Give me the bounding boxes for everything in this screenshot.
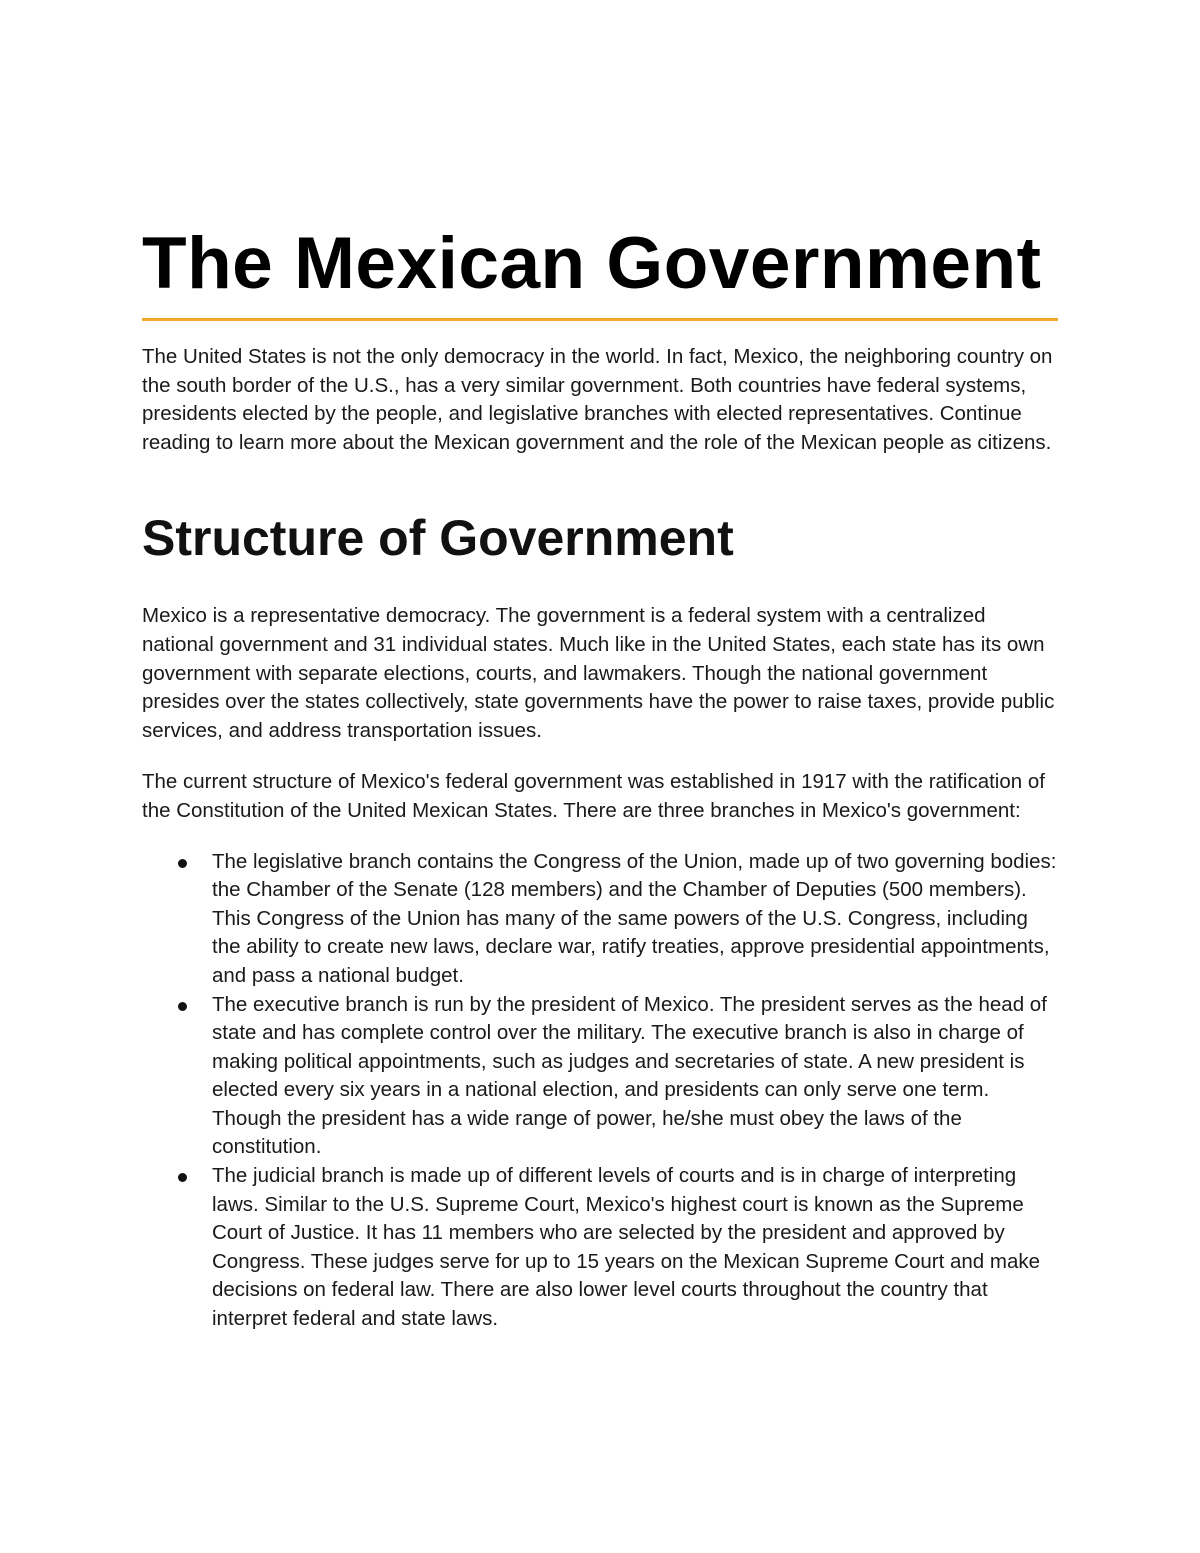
list-item-text: The executive branch is run by the president of Mexico. The president serves as the head of state and has complete control over the military. The executive branch is also in charge of making political appointments, such as judges and secretaries of state. A new president is elected every six years in a national election, and presidents can only serve one term. Though the president has a wide range of power, he/she must obey the laws of the constitution. bbox=[212, 992, 1047, 1159]
bullet-icon bbox=[178, 1173, 187, 1182]
section-paragraph-2: The current structure of Mexico's federal government was established in 1917 with the ratification of the Constitution of the United Mexican States. There are three branches in Mexico's government: bbox=[142, 770, 1045, 822]
list-item-text: The judicial branch is made up of different levels of courts and is in charge of interpreting laws. Similar to the U.S. Supreme Court, Mexico's highest court is known as the Supreme Court of Justice. It has 11 members who are selected by the president and approved by Congress. These judges serve for up to 15 years on the Mexican Supreme Court and make decisions on federal law. There are also lower level courts throughout the country that interpret federal and state laws. bbox=[212, 1164, 1041, 1331]
section-paragraph-1: Mexico is a representative democracy. The government is a federal system with a centralized national government and 31 individual states. Much like in the United States, each state has its own government with separate elections, courts, and lawmakers. Though the national government presides over the states collectively, state governments have the power to raise taxes, provide public services, and address transportation issues. bbox=[142, 604, 1055, 742]
document-title: The Mexican Government bbox=[142, 223, 1042, 304]
document-page bbox=[142, 222, 1058, 1334]
list-item-legislative bbox=[142, 848, 1058, 991]
title-divider bbox=[142, 318, 1058, 321]
section-heading: Structure of Government bbox=[142, 510, 734, 567]
bullet-icon bbox=[178, 859, 187, 868]
list-item-text: The legislative branch contains the Congress of the Union, made up of two governing bodies: the Chamber of the Senate (128 members) and the Chamber of Deputies (500 members). This Congress of the Union has many of the same powers of the U.S. Congress, including the ability to create new laws, declare war, ratify treaties, approve presidential appointments, and pass a national budget. bbox=[212, 849, 1057, 987]
intro-paragraph: The United States is not the only democracy in the world. In fact, Mexico, the neighboring country on the south border of the U.S., has a very similar government. Both countries have federal systems, presidents elected by the people, and legislative branches with elected representatives. Continue reading to learn more about the Mexican government and the role of the Mexican people as citizens. bbox=[142, 345, 1053, 454]
list-item-executive bbox=[142, 991, 1058, 1163]
list-item-judicial bbox=[142, 1162, 1058, 1334]
bullet-icon bbox=[178, 1002, 187, 1011]
branches-list bbox=[142, 848, 1058, 1334]
